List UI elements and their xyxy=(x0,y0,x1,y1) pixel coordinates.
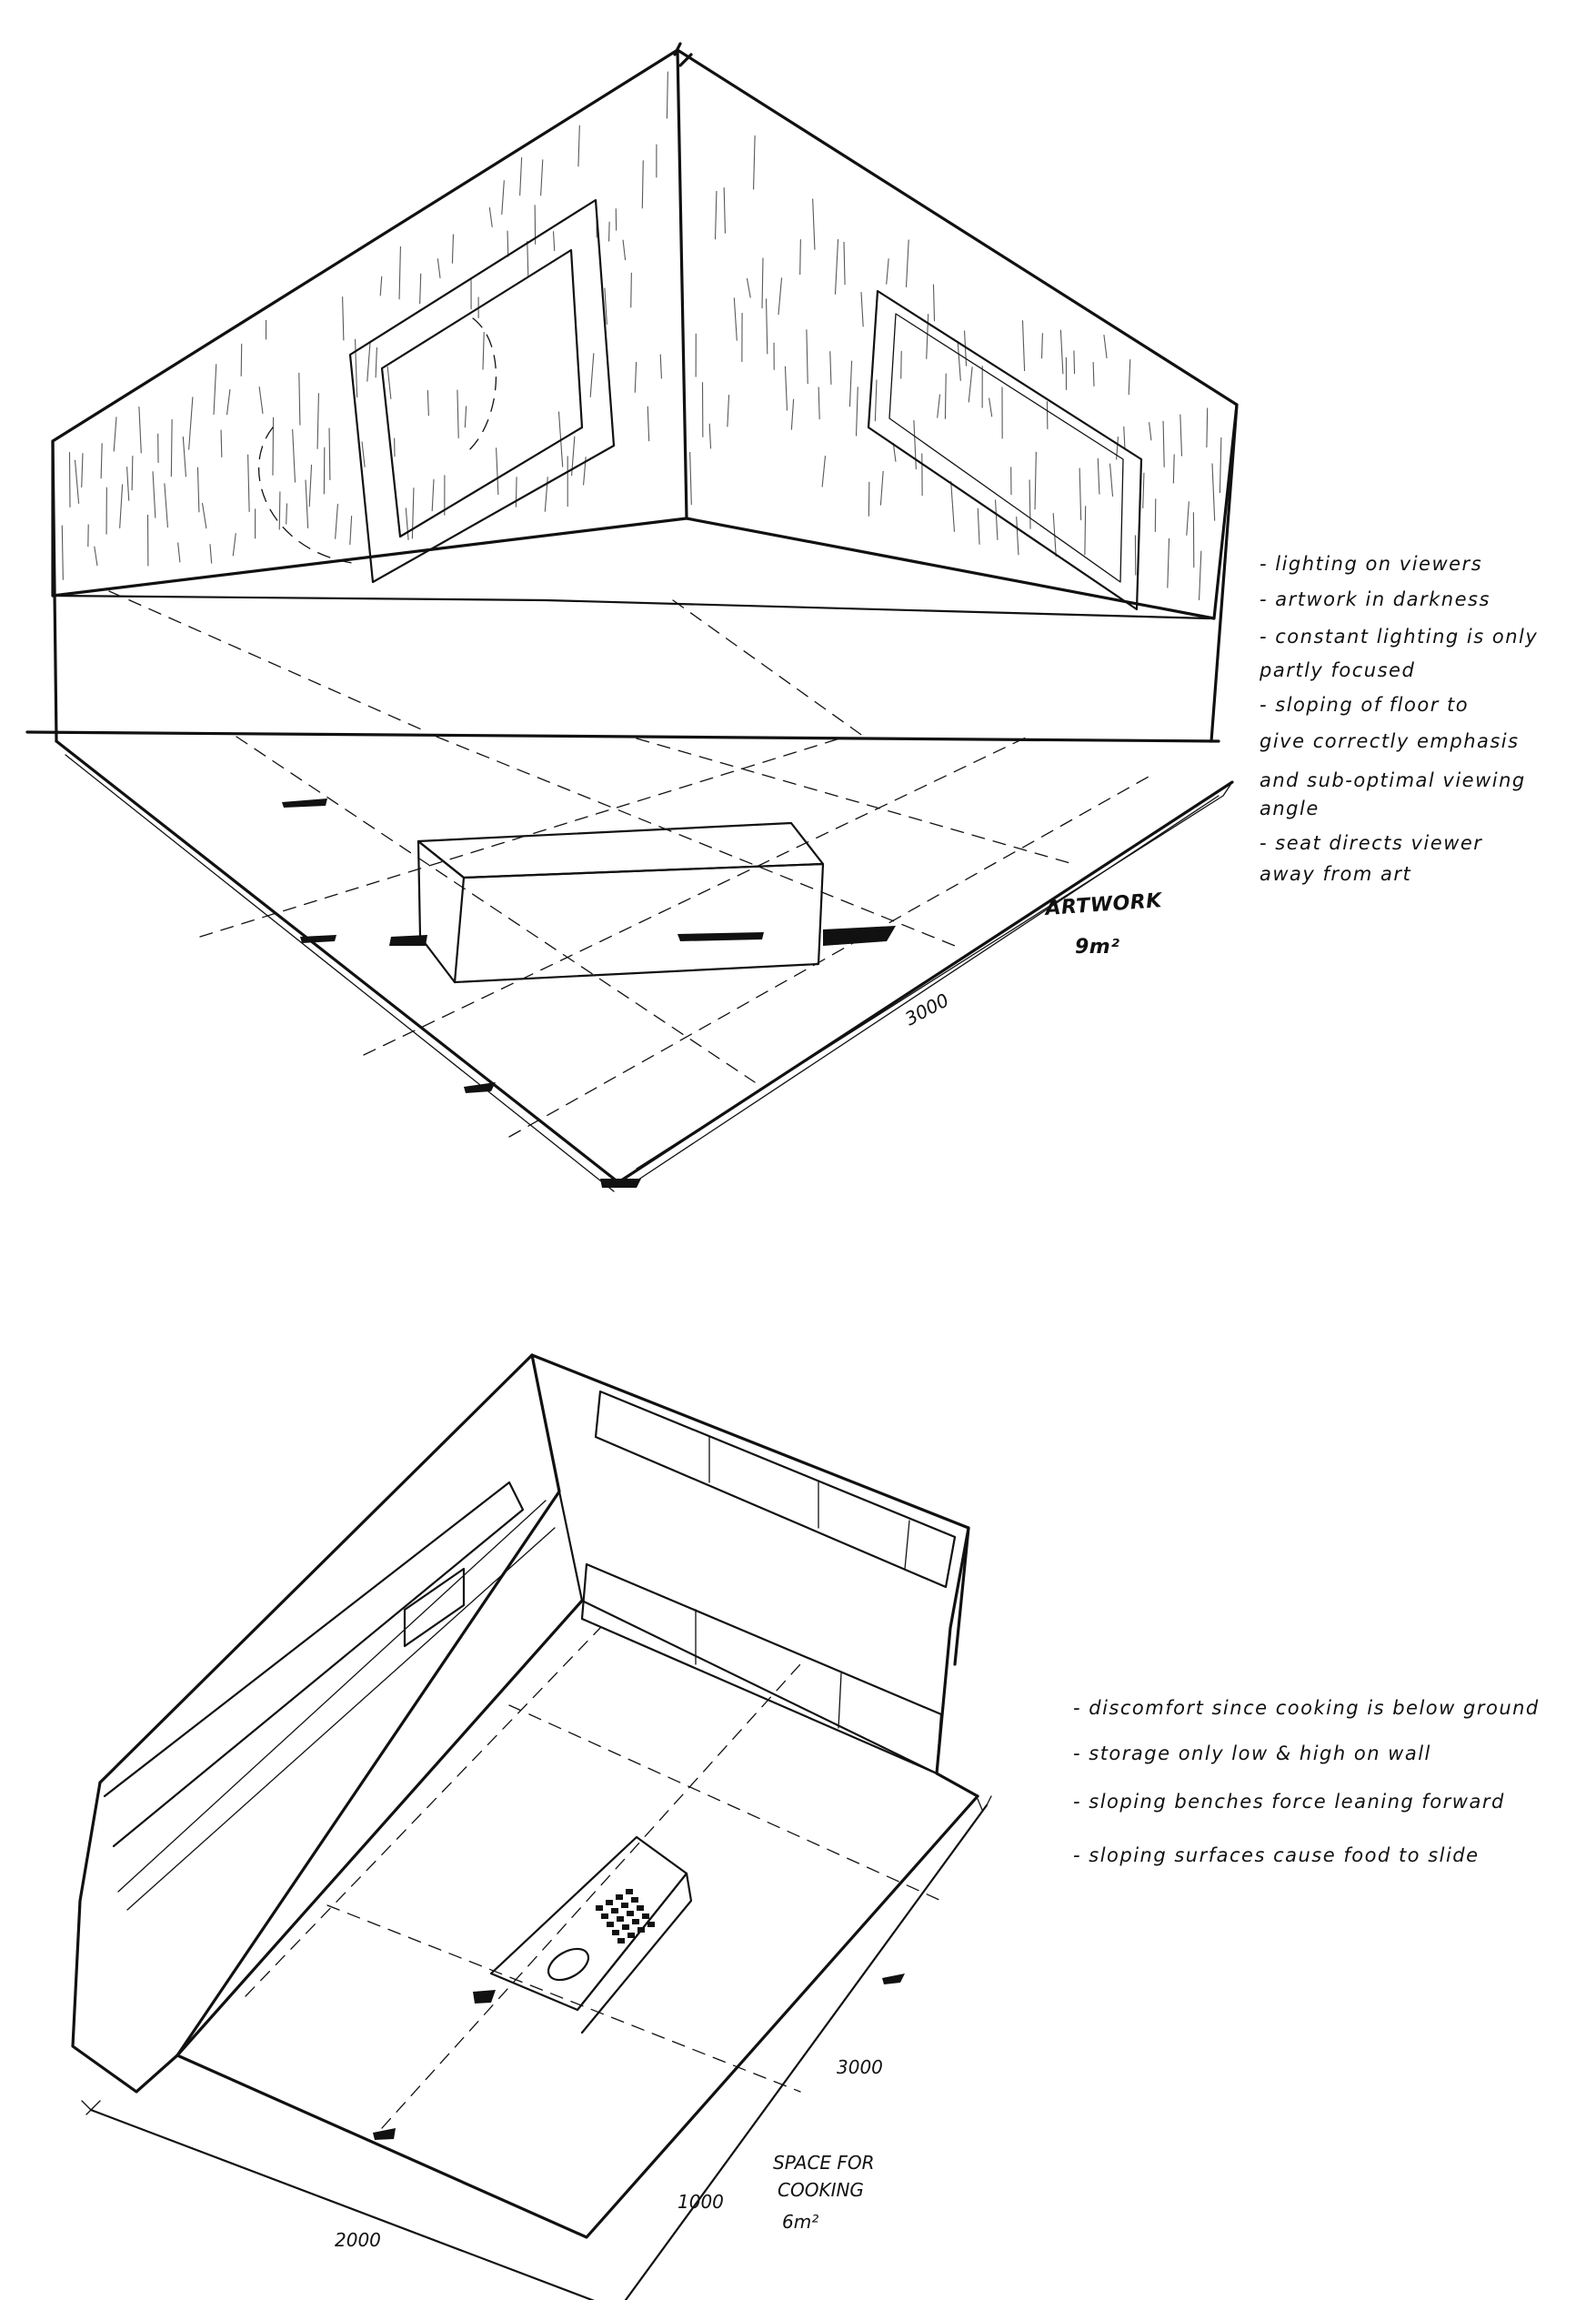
cooking-floor-smear xyxy=(373,1974,905,2140)
cooking-left-wall-outer xyxy=(73,1783,177,2092)
left-wall-vertical xyxy=(53,441,56,741)
artwork-note-8: angle xyxy=(1260,798,1320,819)
artwork-note-3: - constant lighting is only xyxy=(1260,626,1539,648)
left-wall-circle xyxy=(259,318,497,564)
cooking-note-1: - discomfort since cooking is below ground xyxy=(1073,1697,1540,1719)
artwork-note-10: away from art xyxy=(1260,863,1412,885)
cooking-right-edge xyxy=(937,1528,978,1796)
artwork-note-4: partly focused xyxy=(1260,659,1416,681)
floor-back-edge xyxy=(27,732,1219,741)
floor-smear xyxy=(282,798,641,1188)
cooking-space-sketch xyxy=(73,1355,1540,2300)
cooking-bench xyxy=(491,1837,687,2010)
right-artwork-inner xyxy=(889,314,1123,582)
cooking-note-4: - sloping surfaces cause food to slide xyxy=(1073,1844,1480,1866)
left-wall-outline xyxy=(53,50,687,596)
cooking-area-value: 6m² xyxy=(782,2211,819,2233)
low-shelf-dividers xyxy=(696,1610,841,1728)
cooking-note-2: - storage only low & high on wall xyxy=(1073,1743,1431,1764)
floor-diamond xyxy=(56,741,1232,1182)
right-wall-outline xyxy=(678,50,1237,618)
cooking-area-label-1: SPACE FOR xyxy=(773,2152,875,2174)
cooking-floor-front-line xyxy=(91,1805,987,2300)
artwork-note-5: - sloping of floor to xyxy=(1260,694,1470,716)
cooking-dimension-line xyxy=(82,1796,991,2300)
right-wall-hatching xyxy=(690,136,1221,600)
right-wall-vertical xyxy=(1211,405,1237,741)
left-wall-niche xyxy=(405,1569,464,1646)
artwork-room-sketch xyxy=(27,44,1538,1191)
cooking-area-label-2: COOKING xyxy=(778,2179,864,2201)
wall-base-line xyxy=(53,596,1210,618)
high-shelf-dividers xyxy=(709,1437,909,1569)
artwork-dimension: 3000 xyxy=(901,989,953,1030)
artwork-note-2: - artwork in darkness xyxy=(1260,588,1491,610)
cooking-notes xyxy=(1073,1697,1540,1866)
cooking-note-3: - sloping benches force leaning forward xyxy=(1073,1791,1505,1813)
cooking-back-wall-top xyxy=(532,1355,969,1664)
artwork-note-9: - seat directs viewer xyxy=(1260,832,1483,854)
grill-grate xyxy=(596,1889,655,1943)
artwork-notes xyxy=(1259,553,1538,885)
low-shelf xyxy=(582,1564,941,1773)
high-shelf xyxy=(596,1391,955,1587)
artwork-note-6: give correctly emphasis xyxy=(1260,730,1520,752)
left-artwork-inner xyxy=(382,250,582,537)
left-wall-shelf xyxy=(105,1482,523,1846)
artwork-area-value: 9m² xyxy=(1075,936,1120,959)
cooking-pot xyxy=(543,1943,594,1986)
cooking-dimension-side: 3000 xyxy=(837,2056,883,2078)
cooking-dimension-mid: 1000 xyxy=(678,2191,724,2213)
cooking-dimension-bottom: 2000 xyxy=(335,2229,381,2251)
floor-grid xyxy=(109,591,1155,1137)
artwork-note-1: - lighting on viewers xyxy=(1260,553,1483,575)
artwork-note-7: and sub-optimal viewing xyxy=(1260,769,1526,791)
artwork-area-label: ARTWORK xyxy=(1044,889,1163,920)
